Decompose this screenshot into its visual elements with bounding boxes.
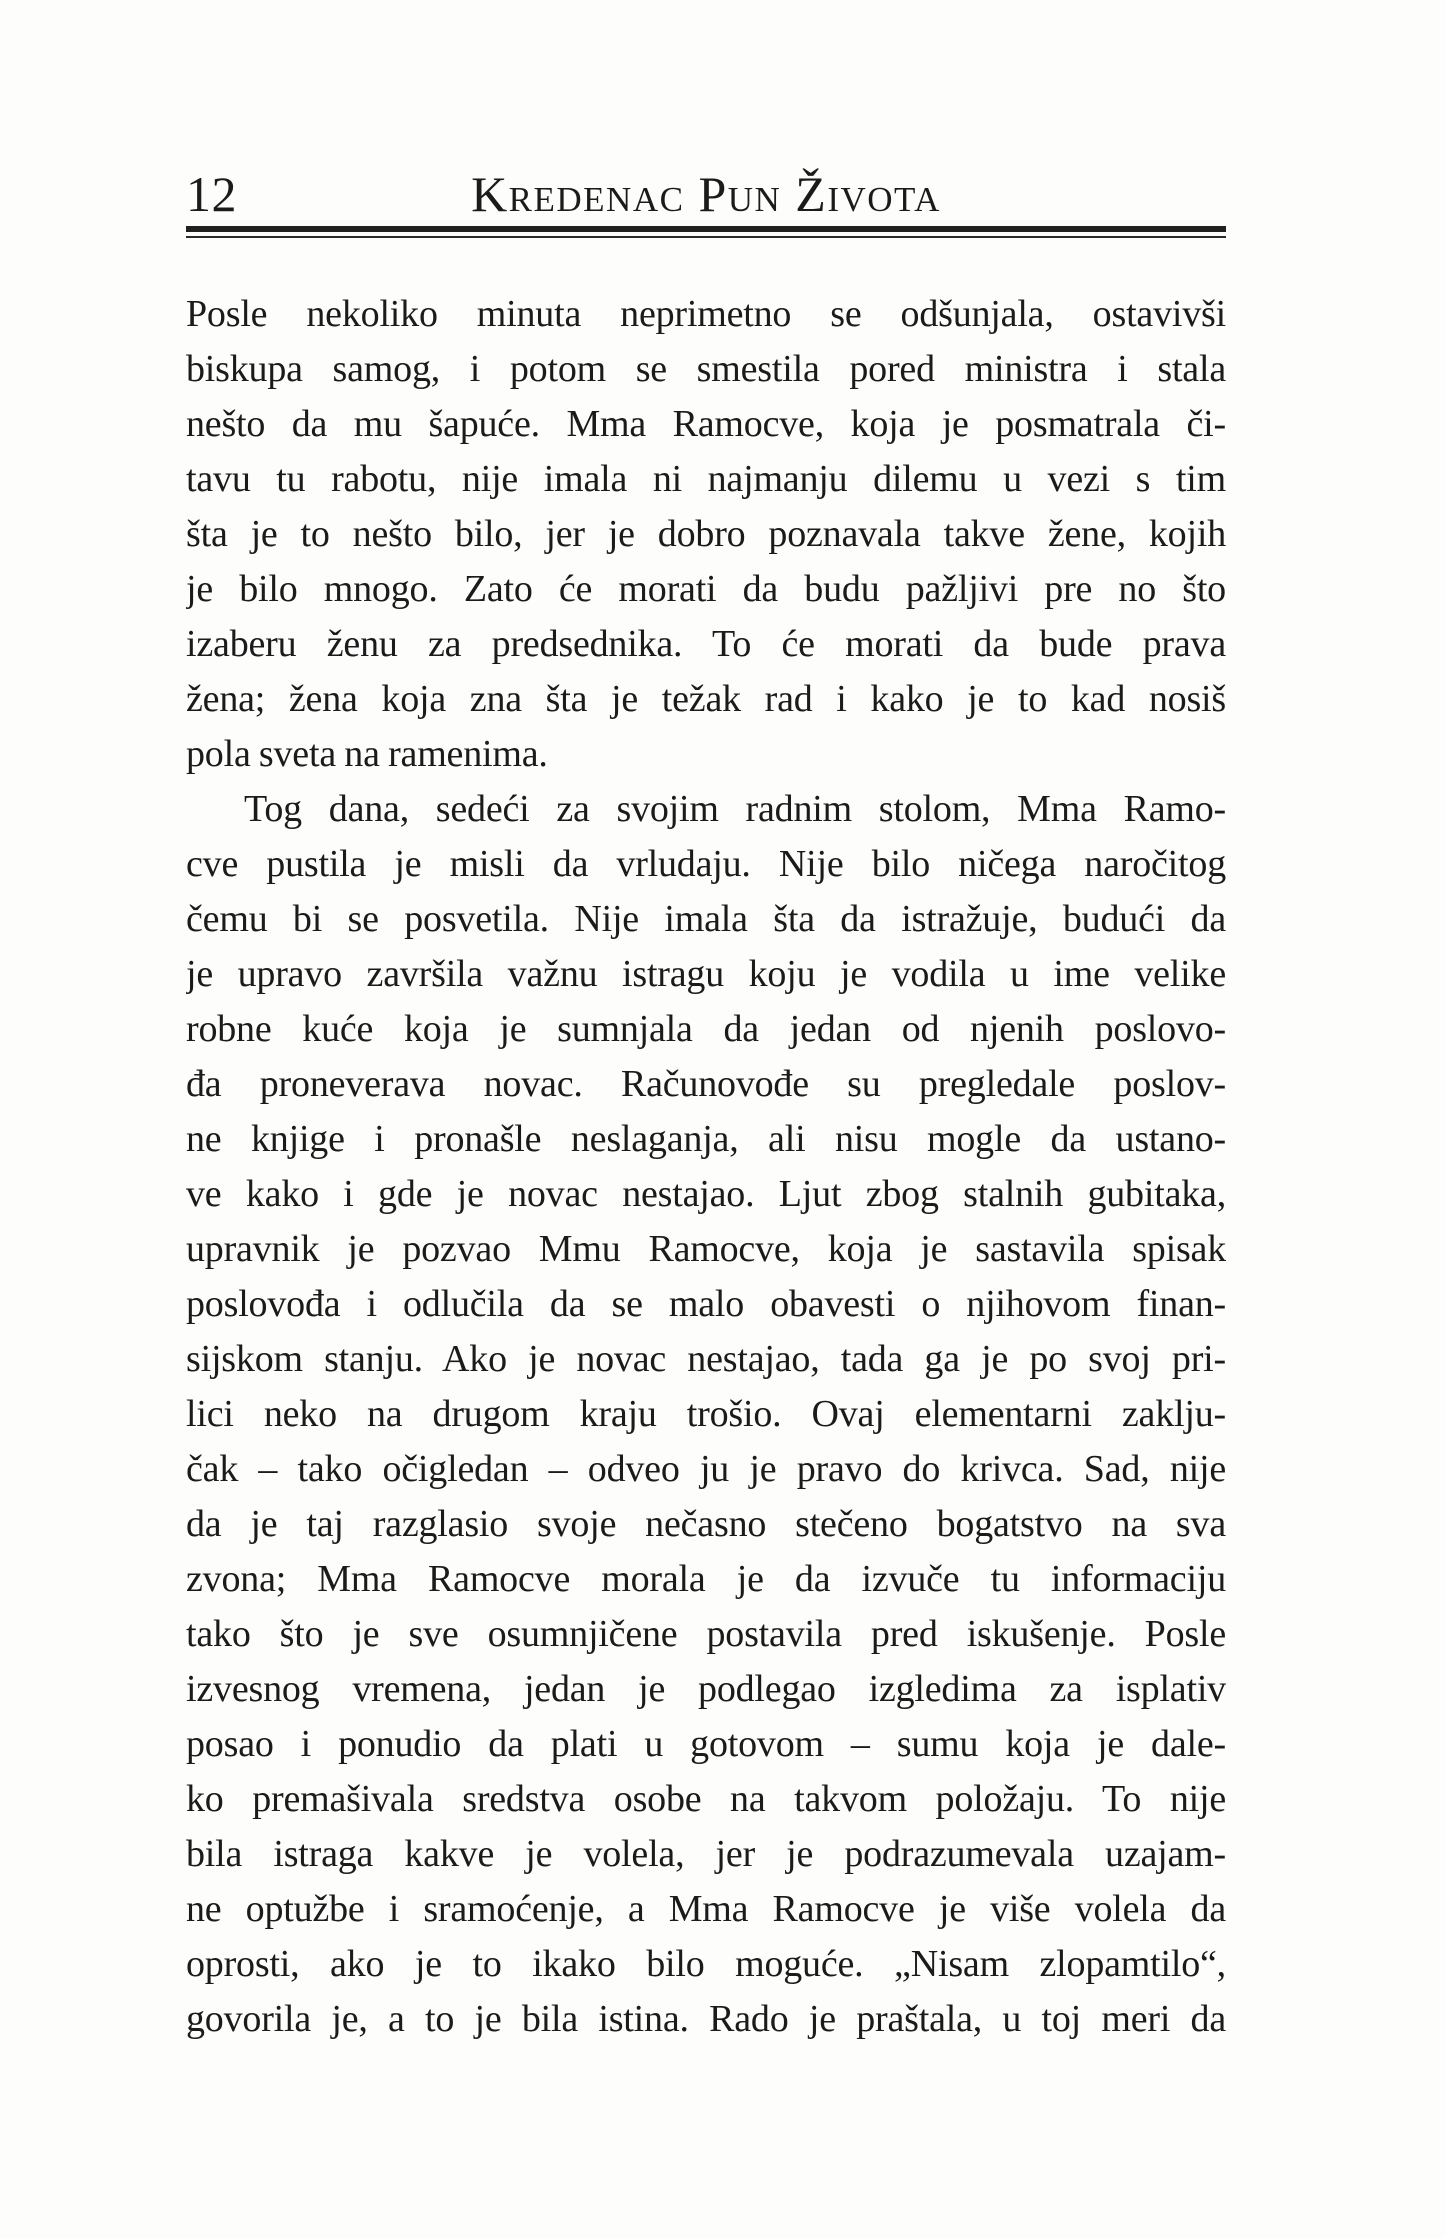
text-line: tavu tu rabotu, nije imala ni najmanju dilemu u vezi s tim: [186, 458, 1226, 500]
text-line: je upravo završila važnu istragu koju je vodila u ime velike: [186, 953, 1226, 995]
text-line: sijskom stanju. Ako je novac nestajao, tada ga je po svoj pri-: [186, 1338, 1226, 1380]
text-line: žena; žena koja zna šta je težak rad i kako je to kad nosiš: [186, 678, 1226, 720]
running-header-title: Kredenac Pun Života: [471, 166, 941, 222]
text-line: da je taj razglasio svoje nečasno stečeno bogatstvo na sva: [186, 1503, 1226, 1545]
text-line: tako što je sve osumnjičene postavila pred iskušenje. Posle: [186, 1613, 1226, 1655]
text-line: cve pustila je misli da vrludaju. Nije bilo ničega naročitog: [186, 843, 1226, 885]
text-line: govorila je, a to je bila istina. Rado je praštala, u toj meri da: [186, 1998, 1226, 2040]
text-line: posao i ponudio da plati u gotovom – sumu koja je dale-: [186, 1723, 1226, 1765]
text-line: čak – tako očigledan – odveo ju je pravo do krivca. Sad, nije: [186, 1448, 1226, 1490]
text-line: ko premašivala sredstva osobe na takvom položaju. To nije: [186, 1778, 1226, 1820]
text-line: ne knjige i pronašle neslaganja, ali nisu mogle da ustano-: [186, 1118, 1226, 1160]
text-line: čemu bi se posvetila. Nije imala šta da istražuje, budući da: [186, 898, 1226, 940]
text-line: izvesnog vremena, jedan je podlegao izgledima za isplativ: [186, 1668, 1226, 1710]
text-line: zvona; Mma Ramocve morala je da izvuče tu informaciju: [186, 1558, 1226, 1600]
body-text: [186, 287, 1226, 2047]
paragraph: [186, 782, 1226, 2047]
text-line: lici neko na drugom kraju trošio. Ovaj elementarni zaklju-: [186, 1393, 1226, 1435]
text-line: ne optužbe i sramoćenje, a Mma Ramocve je više volela da: [186, 1888, 1226, 1930]
text-line: Posle nekoliko minuta neprimetno se odšunjala, ostavivši: [186, 293, 1226, 335]
text-line: pola sveta na ramenima.: [186, 733, 548, 775]
text-line: upravnik je pozvao Mmu Ramocve, koja je sastavila spisak: [186, 1228, 1226, 1270]
text-line: bila istraga kakve je volela, jer je podrazumevala uzajam-: [186, 1833, 1226, 1875]
paragraph: [186, 287, 1226, 782]
text-line: izaberu ženu za predsednika. To će morati da bude prava: [186, 623, 1226, 665]
text-line: Tog dana, sedeći za svojim radnim stolom, Mma Ramo-: [244, 788, 1226, 830]
text-line: biskupa samog, i potom se smestila pored ministra i stala: [186, 348, 1226, 390]
text-line: poslovođa i odlučila da se malo obavesti o njihovom finan-: [186, 1283, 1226, 1325]
text-line: robne kuće koja je sumnjala da jedan od njenih poslovo-: [186, 1008, 1226, 1050]
text-line: đa proneverava novac. Računovođe su pregledale poslov-: [186, 1063, 1226, 1105]
text-line: nešto da mu šapuće. Mma Ramocve, koja je posmatrala či-: [186, 403, 1226, 445]
text-line: oprosti, ako je to ikako bilo moguće. „Nisam zlopamtilo“,: [186, 1943, 1226, 1985]
text-line: je bilo mnogo. Zato će morati da budu pažljivi pre no što: [186, 568, 1226, 610]
text-line: šta je to nešto bilo, jer je dobro poznavala takve žene, kojih: [186, 513, 1226, 555]
page-number: 12: [186, 166, 237, 222]
text-line: ve kako i gde je novac nestajao. Ljut zbog stalnih gubitaka,: [186, 1173, 1226, 1215]
header-double-rule: [186, 226, 1226, 238]
